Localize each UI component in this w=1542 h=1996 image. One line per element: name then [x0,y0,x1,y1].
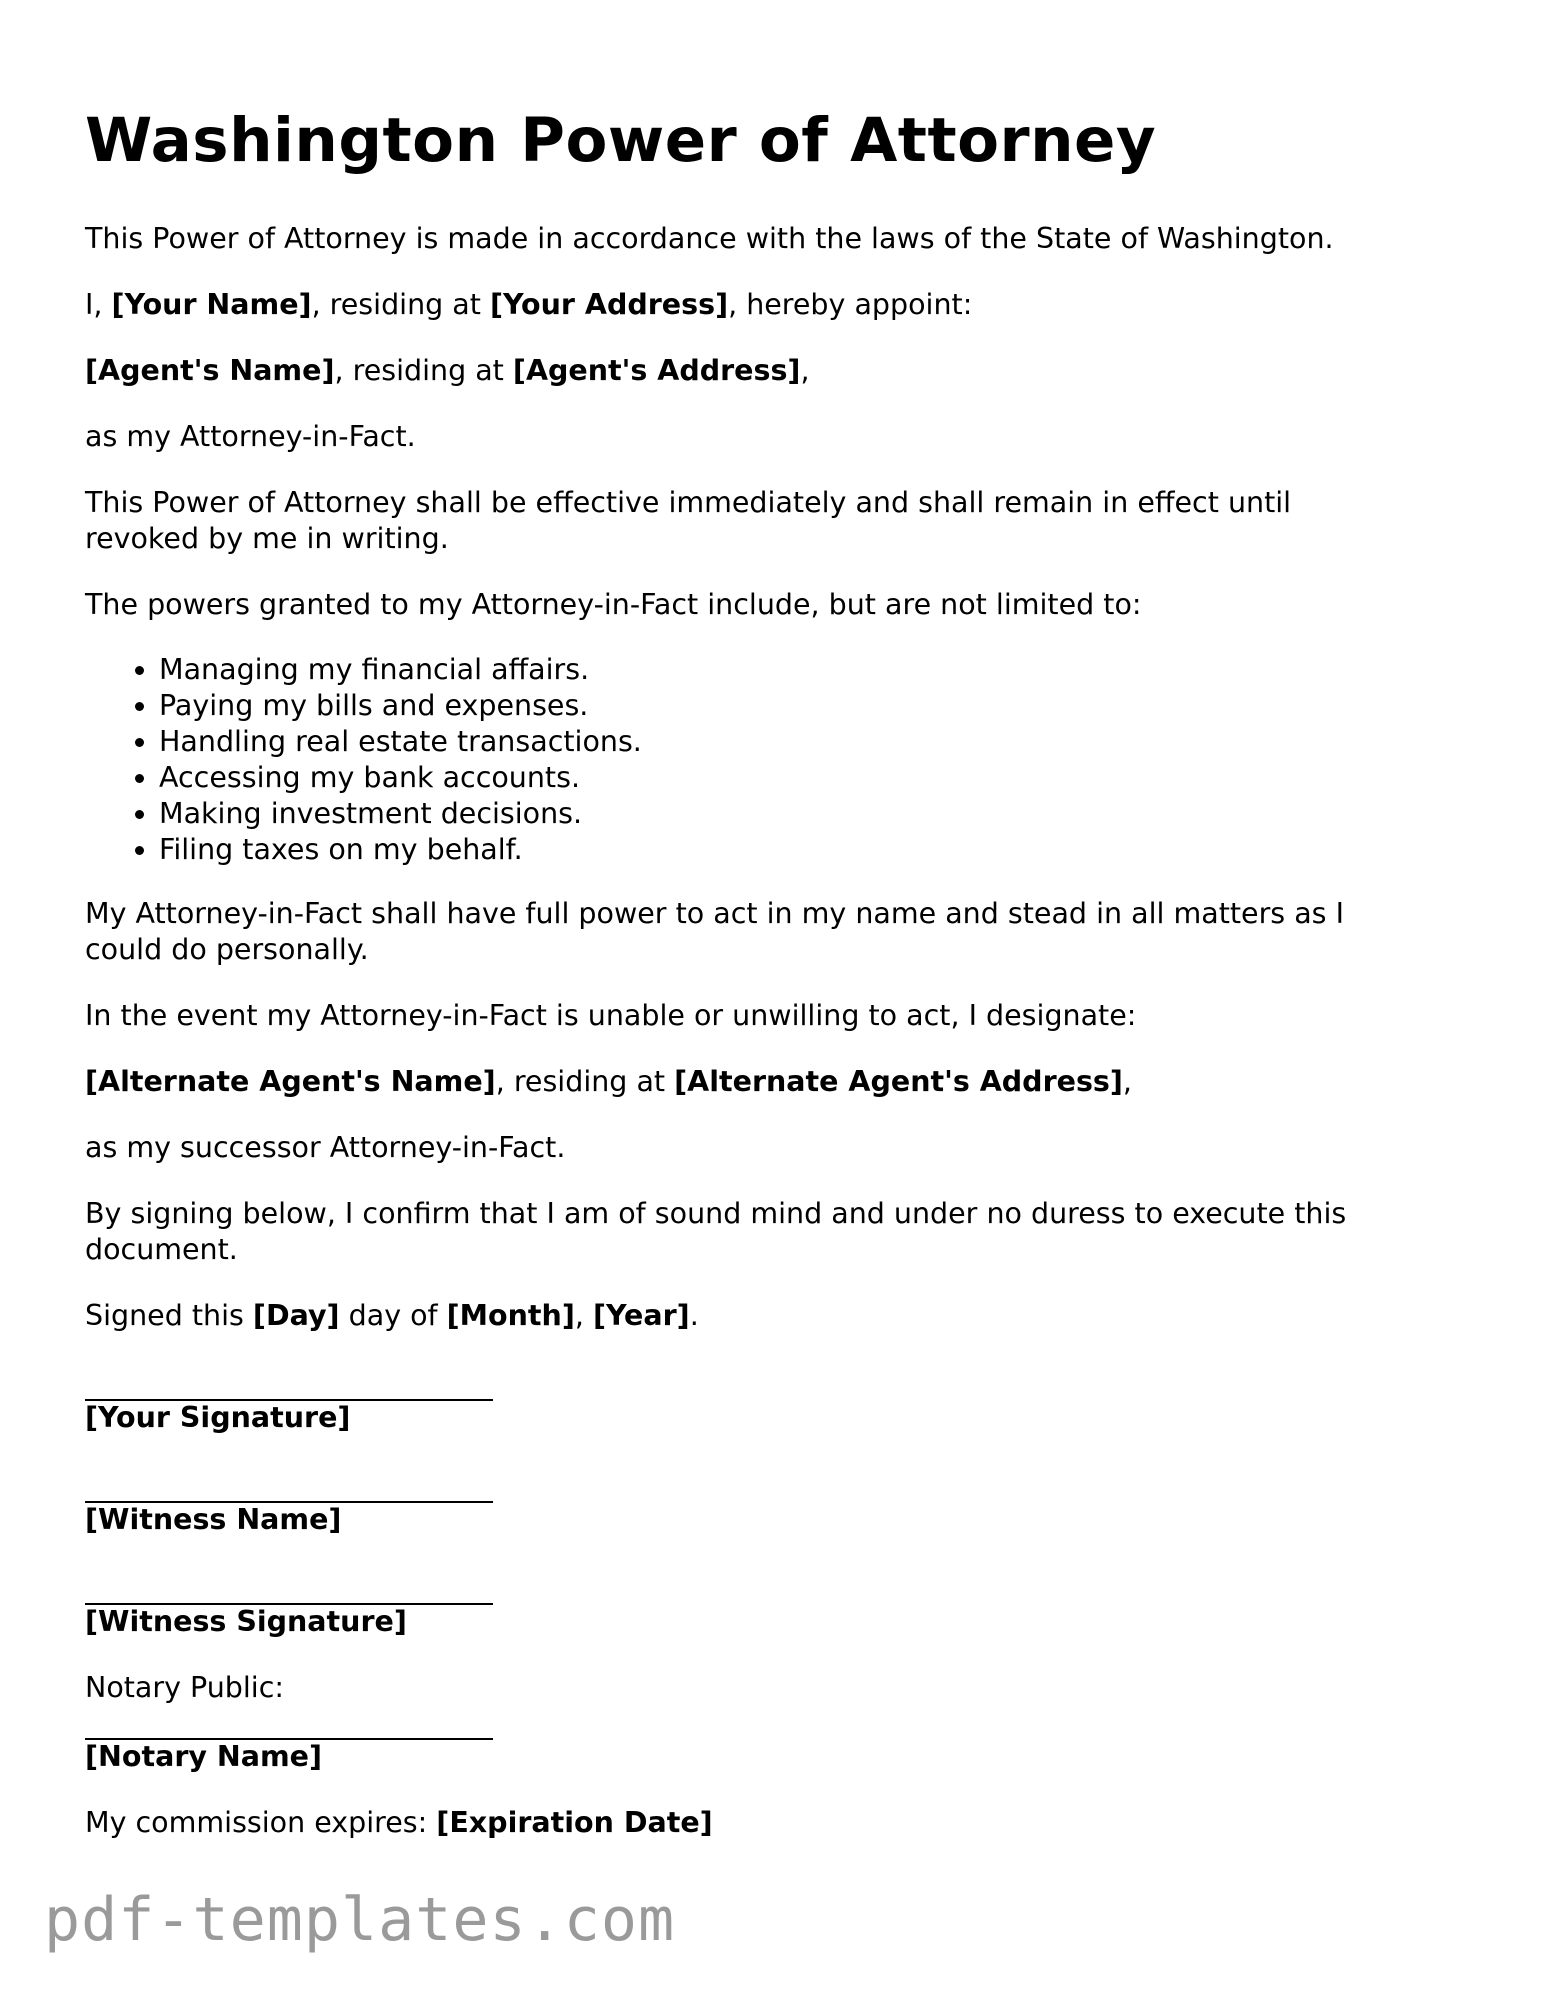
signed-middle: day of [339,1299,447,1332]
effective-line-1: This Power of Attorney shall be effective immediately and shall remain in effect until [85,486,1292,519]
agent-suffix: , [800,354,810,387]
agent-address-placeholder: [Agent's Address] [512,354,801,387]
signed-paragraph [85,1298,699,1334]
day-placeholder: [Day] [252,1299,340,1332]
alternate-paragraph [85,1064,1132,1100]
alternate-intro: In the event my Attorney-in-Fact is unable or unwilling to act, I designate: [85,999,1137,1032]
list-item: • Managing my financial affairs. [159,652,642,688]
month-placeholder: [Month] [446,1299,575,1332]
agent-middle: , residing at [334,354,513,387]
effective-line-2: revoked by me in writing. [85,522,449,555]
principal-prefix: I, [85,288,112,321]
list-item: • Making investment decisions. [159,796,642,832]
commission-prefix: My commission expires: [85,1806,437,1839]
list-item: • Paying my bills and expenses. [159,688,642,724]
list-item: • Handling real estate transactions. [159,724,642,760]
commission-paragraph [85,1805,713,1841]
intro-paragraph: This Power of Attorney is made in accordance with the laws of the State of Washington. [85,222,1334,255]
witness-name-label: [Witness Name] [85,1503,342,1536]
signed-suffix: . [689,1299,699,1332]
notary-public-label: Notary Public: [85,1671,284,1704]
principal-paragraph [85,287,972,323]
alternate-role-paragraph: as my successor Attorney-in-Fact. [85,1131,566,1164]
expiration-date-placeholder: [Expiration Date] [436,1806,713,1839]
agent-name-placeholder: [Agent's Name] [85,354,335,387]
full-power-line-1: My Attorney-in-Fact shall have full power to act in my name and stead in all matters as I [85,897,1344,930]
principal-suffix: , hereby appoint: [728,288,973,321]
list-item: • Accessing my bank accounts. [159,760,642,796]
year-placeholder: [Year] [592,1299,690,1332]
agent-paragraph [85,353,810,389]
document-title: Washington Power of Attorney [85,105,1157,176]
notary-name-label: [Notary Name] [85,1740,323,1773]
powers-intro: The powers granted to my Attorney-in-Fact include, but are not limited to: [85,588,1142,621]
watermark: pdf-templates.com [44,1885,676,1955]
principal-middle: , residing at [311,288,490,321]
confirm-line-2: document. [85,1233,238,1266]
powers-list [85,652,642,868]
alternate-name-placeholder: [Alternate Agent's Name] [85,1065,496,1098]
list-item: • Filing taxes on my behalf. [159,832,642,868]
signed-comma: , [574,1299,593,1332]
full-power-line-2: could do personally. [85,933,369,966]
principal-name-placeholder: [Your Name] [111,288,312,321]
witness-signature-label: [Witness Signature] [85,1605,407,1638]
alternate-suffix: , [1122,1065,1132,1098]
alternate-middle: , residing at [495,1065,675,1098]
principal-address-placeholder: [Your Address] [490,288,729,321]
confirm-line-1: By signing below, I confirm that I am of sound mind and under no duress to execute this [85,1197,1347,1230]
agent-role-paragraph: as my Attorney-in-Fact. [85,420,416,453]
alternate-address-placeholder: [Alternate Agent's Address] [674,1065,1123,1098]
signed-prefix: Signed this [85,1299,253,1332]
your-signature-label: [Your Signature] [85,1401,351,1434]
